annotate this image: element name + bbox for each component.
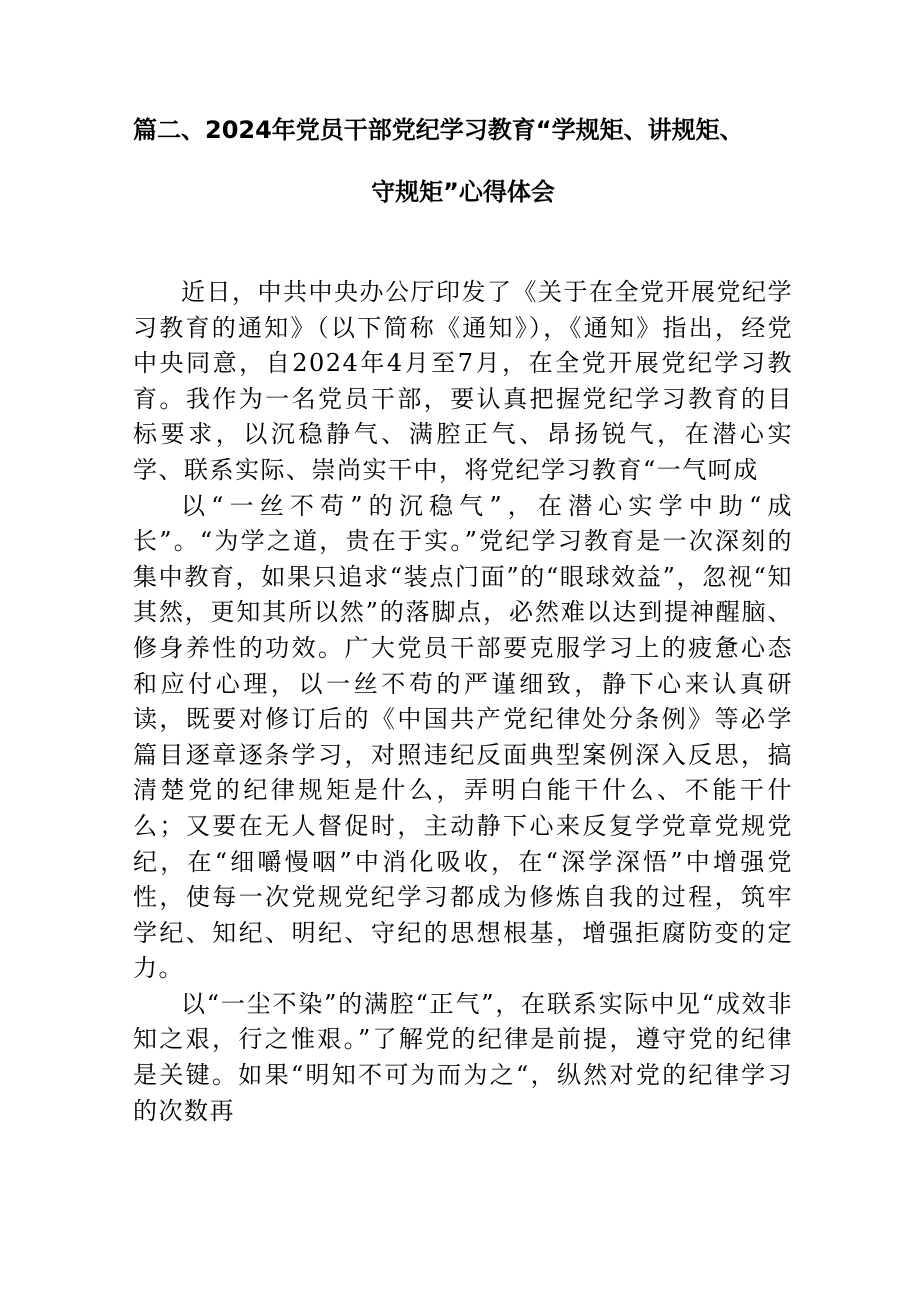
document-title-line-1: 篇二、2024年党员干部党纪学习教育“学规矩、讲规矩、 — [133, 116, 744, 144]
paragraph-2: 以“一丝不苟”的沉稳气”，在潜心实学中助“成长”。“为学之道，贵在于实。”党纪学习教育是一次深刻的集中教育，如果只追求“装点门面”的“眼球效益”，忽视“知其然，更知其所以然”的落脚点，必然难以达到提神醒脑、修身养性的功效。广大党员干部要克服学习上的疲惫心态和应付心理，以一丝不苟的严谨细致，静下心来认真研读，既要对修订后的《中国共产党纪律处分条例》等必学篇目逐章逐条学习，对照违纪反面典型案例深入反思，搞清楚党的纪律规矩是什么，弄明白能干什么、不能干什么；又要在无人督促时，主动静下心来反复学党章党规党纪，在“细嚼慢咽”中消化吸收，在“深学深悟”中增强党性，使每一次党规党纪学习都成为修炼自我的过程，筑牢学纪、知纪、明纪、守纪的思想根基，增强拒腐防变的定力。 — [133, 491, 793, 983]
paragraph-3: 以“一尘不染”的满腔“正气”，在联系实际中见“成效非知之艰，行之惟艰。”了解党的纪律是前提，遵守党的纪律是关键。如果“明知不可为而为之“，纵然对党的纪律学习的次数再 — [133, 989, 793, 1125]
paragraph-1: 近日，中共中央办公厅印发了《关于在全党开展党纪学习教育的通知》（以下简称《通知》），《通知》指出，经党中央同意，自2024年4月至7月，在全党开展党纪学习教育。我作为一名党员干部，要认真把握党纪学习教育的目标要求，以沉稳静气、满腔正气、昂扬锐气，在潜心实学、联系实际、崇尚实干中，将党纪学习教育“一气呵成 — [133, 278, 793, 484]
document-body — [133, 275, 793, 1129]
document-title-line-2: 守规矩”心得体会 — [371, 178, 555, 206]
